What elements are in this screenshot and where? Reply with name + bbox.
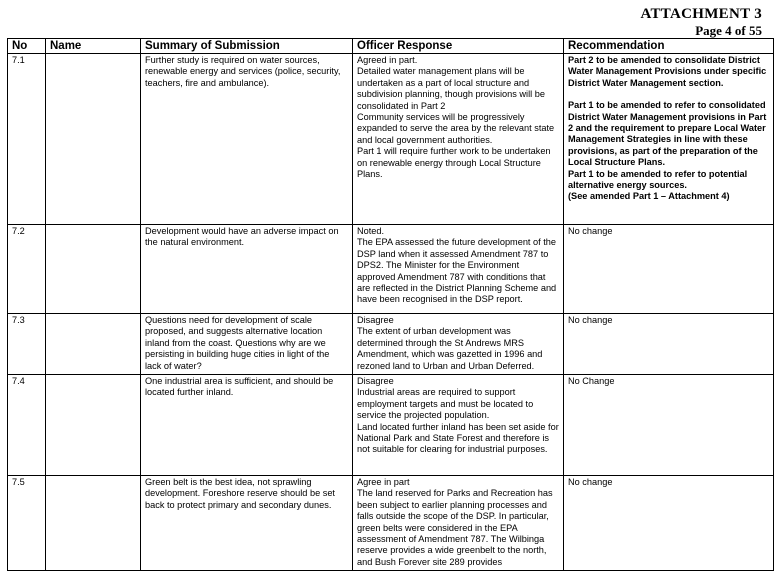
recommendation-line: No change: [568, 315, 613, 325]
submitter-name: [46, 54, 141, 225]
column-header-summary: Summary of Submission: [141, 39, 353, 54]
submitter-name: [46, 225, 141, 314]
officer-response-line: Noted.: [357, 226, 385, 236]
recommendation-line: Part 1 to be amended to refer to consolidated District Water Management provisions in Part 2 and the requirement to prepare Local Water Management Strategies in line with these provisions, as part of the preparation of the Local Structure Plans.: [568, 100, 767, 168]
submitter-name: [46, 314, 141, 375]
recommendation: [564, 476, 774, 571]
recommendation-spacer: [568, 89, 769, 100]
officer-response-line: Detailed water management plans will be undertaken as a part of local structure and subdivision planning, though provisions will be consolidated in Part 2: [357, 66, 545, 111]
officer-response-line: Agreed in part.: [357, 55, 418, 65]
recommendation: [564, 375, 774, 476]
attachment-label: ATTACHMENT 3: [640, 6, 762, 22]
recommendation-line: Part 2 to be amended to consolidate District Water Management Provisions under specific District Water Management section.: [568, 55, 767, 88]
officer-response: [353, 314, 564, 375]
officer-response-line: Part 1 will require further work to be undertaken on renewable energy through Local Structure Plans.: [357, 146, 551, 180]
recommendation: [564, 54, 774, 225]
recommendation-line: (See amended Part 1 – Attachment 4): [568, 191, 730, 202]
row-number: 7.3: [8, 314, 46, 375]
table-row: [8, 314, 774, 375]
row-number: 7.2: [8, 225, 46, 314]
officer-response-line: Disagree: [357, 315, 394, 325]
officer-response-line: Community services will be progressively expanded to serve the area by the relevant state and local government authorities.: [357, 112, 555, 145]
recommendation-line: No change: [568, 226, 613, 236]
officer-response-line: Land located further inland has been set aside for National Park and State Forest and therefore is not suitable for clearing for industrial purposes.: [357, 421, 559, 455]
recommendation-line: No Change: [568, 376, 615, 387]
row-number: 7.1: [8, 54, 46, 225]
officer-response: [353, 375, 564, 476]
submitter-name: [46, 375, 141, 476]
column-header-recommendation: Recommendation: [564, 39, 774, 54]
table-row: [8, 54, 774, 225]
recommendation-line: No change: [568, 477, 613, 488]
officer-response-line: Industrial areas are required to support employment targets and must be located to service the projected population.: [357, 387, 534, 421]
submission-summary: Further study is required on water sources, renewable energy and services (police, security, teachers, fire and ambulance).: [141, 54, 353, 225]
recommendation-line: Part 1 to be amended to refer to potential alternative energy sources.: [568, 168, 748, 191]
table-row: [8, 225, 774, 314]
table-row: [8, 476, 774, 571]
officer-response-line: Disagree: [357, 376, 394, 387]
recommendation: [564, 314, 774, 375]
officer-response: [353, 54, 564, 225]
recommendation: [564, 225, 774, 314]
submission-summary: Questions need for development of scale proposed, and suggests alternative location inland from the coast. Questions why are we persisting in building huge cities in light of the lack of water?: [141, 314, 353, 375]
officer-response: [353, 225, 564, 314]
officer-response-line: The EPA assessed the future development of the DSP land when it assessed Amendment 787 to DPS2. The Minister for the Environment approved Amendment 787 with conditions that are reflected in the District Planning Scheme and have been recognised in the DSP report.: [357, 237, 557, 305]
officer-response-line: The extent of urban development was determined through the St Andrews MRS Amendment, which was gazetted in 1996 and rezoned land to Urban and Urban Deferred.: [357, 326, 543, 371]
table-header-row: [8, 39, 774, 54]
submission-summary: Green belt is the best idea, not sprawling development. Foreshore reserve should be set back to protect primary and secondary dunes.: [141, 476, 353, 571]
column-header-officer-response: Officer Response: [353, 39, 564, 54]
column-header-no: No: [8, 39, 46, 54]
row-number: 7.4: [8, 375, 46, 476]
submitter-name: [46, 476, 141, 571]
submission-summary: One industrial area is sufficient, and should be located further inland.: [141, 375, 353, 476]
column-header-name: Name: [46, 39, 141, 54]
submissions-table: [7, 38, 774, 571]
submission-summary: Development would have an adverse impact on the natural environment.: [141, 225, 353, 314]
table-row: [8, 375, 774, 476]
row-number: 7.5: [8, 476, 46, 571]
officer-response-line: The land reserved for Parks and Recreation has been subject to earlier planning processes and falls outside the scope of the DSP. In particular, green belts were considered in the EPA assessment of Amendment 787. The Wilbinga reserve provides a wide greenbelt to the north, and Bush Forever site 289 provides: [357, 488, 553, 567]
officer-response: [353, 476, 564, 571]
officer-response-line: Agree in part: [357, 477, 410, 488]
page-number: Page 4 of 55: [695, 23, 762, 38]
